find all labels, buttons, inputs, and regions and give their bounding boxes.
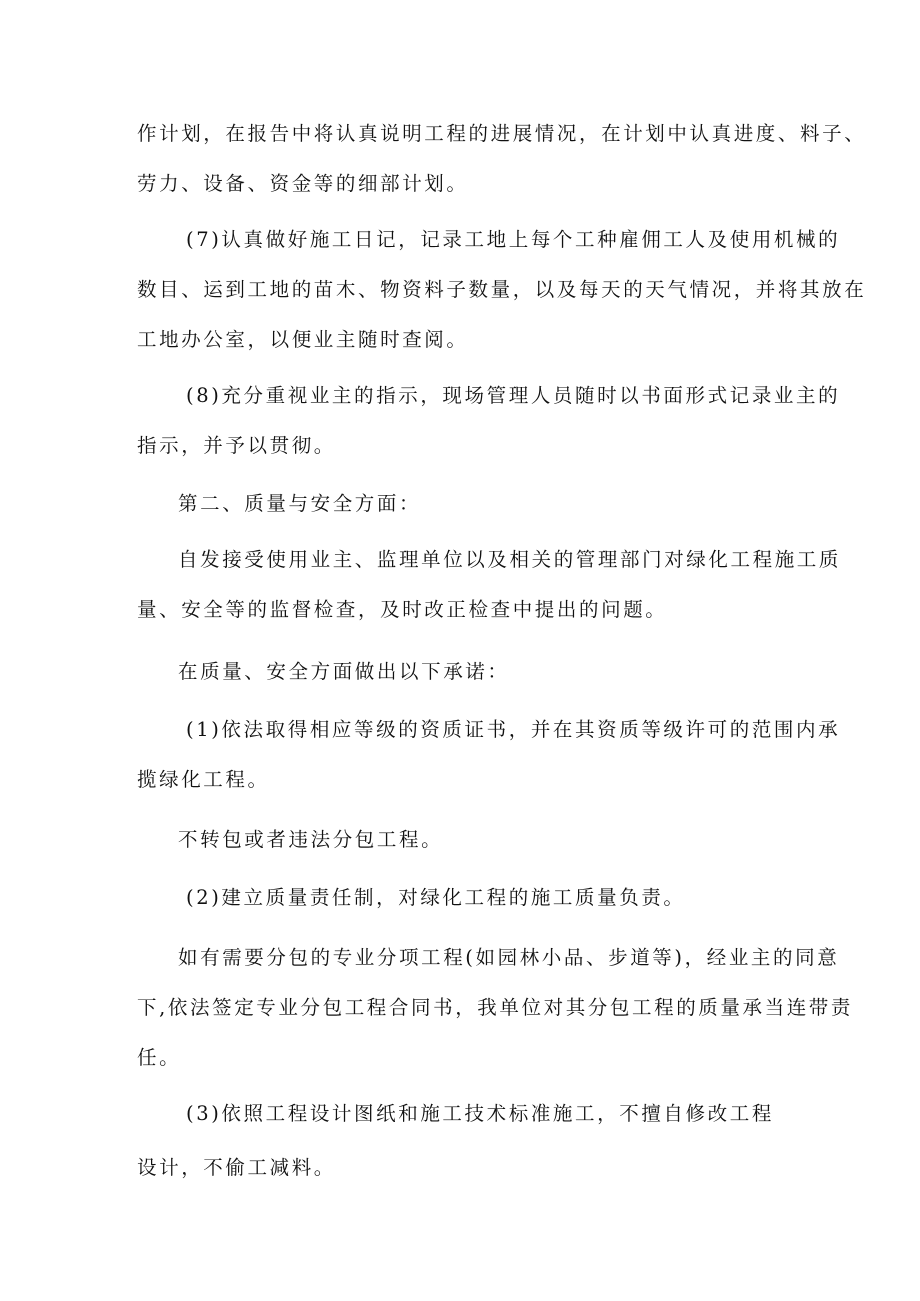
text-line: 量、安全等的监督检查，及时改正检查中提出的问题。 bbox=[137, 598, 668, 621]
text-line: (3)依照工程设计图纸和施工技术标准施工，不擅自修改工程 bbox=[186, 1102, 774, 1125]
text-line: 指示，并予以贯彻。 bbox=[137, 434, 336, 457]
text-line: 自发接受使用业主、监理单位以及相关的管理部门对绿化工程施工质 bbox=[178, 548, 842, 571]
text-line: (2)建立质量责任制，对绿化工程的施工质量负责。 bbox=[186, 886, 686, 909]
text-line: 如有需要分包的专业分项工程(如园林小品、步道等)，经业主的同意 bbox=[178, 946, 840, 969]
text-line: (8)充分重视业主的指示，现场管理人员随时以书面形式记录业主的 bbox=[186, 384, 841, 407]
text-line: (7)认真做好施工日记，记录工地上每个工种雇佣工人及使用机械的 bbox=[186, 228, 841, 251]
text-line: 揽绿化工程。 bbox=[137, 768, 270, 791]
text-line: 工地办公室，以便业主随时查阅。 bbox=[137, 328, 469, 351]
text-line: 在质量、安全方面做出以下承诺： bbox=[178, 660, 510, 683]
text-line: 设计，不偷工减料。 bbox=[137, 1156, 336, 1179]
text-line: 任。 bbox=[137, 1046, 182, 1069]
text-line: 数目、运到工地的苗木、物资料子数量，以及每天的天气情况，并将其放在 bbox=[137, 278, 867, 301]
text-line: (1)依法取得相应等级的资质证书，并在其资质等级许可的范围内承 bbox=[186, 718, 841, 741]
text-line: 下,依法签定专业分包工程合同书，我单位对其分包工程的质量承当连带责 bbox=[137, 996, 853, 1019]
text-line: 劳力、设备、资金等的细部计划。 bbox=[137, 172, 469, 195]
section-heading: 第二、质量与安全方面： bbox=[178, 492, 422, 515]
text-line: 作计划，在报告中将认真说明工程的进展情况，在计划中认真进度、料子、 bbox=[137, 122, 867, 145]
text-line: 不转包或者违法分包工程。 bbox=[178, 828, 444, 851]
